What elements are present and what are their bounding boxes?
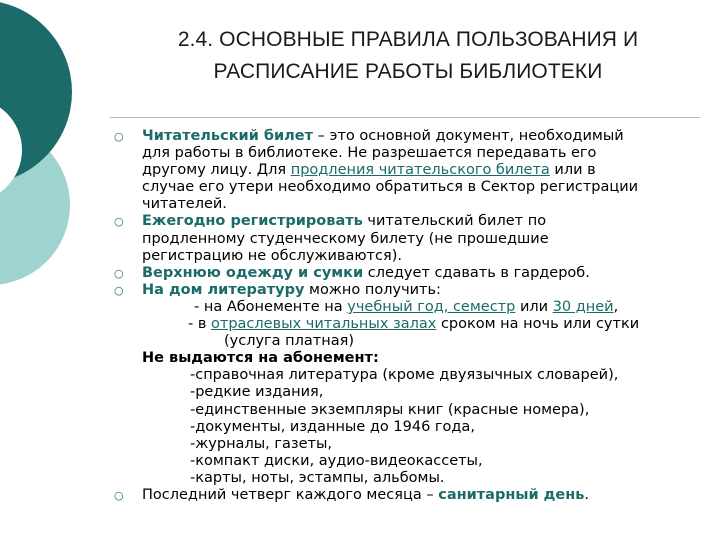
circle-bullet-icon: ○ — [114, 130, 124, 143]
term-register: Ежегодно регистрировать — [142, 213, 363, 230]
decorative-shapes — [0, 0, 80, 300]
list-item-register — [114, 213, 704, 264]
list-line: -карты, ноты, эстампы, альбомы. — [190, 469, 445, 486]
list-line: -документы, изданные до 1946 года, — [190, 418, 475, 435]
divider — [110, 117, 700, 118]
text: другому лицу. Для — [142, 162, 291, 179]
link-renew-ticket[interactable]: продления читательского билета — [290, 162, 550, 179]
term-home: На дом литературу — [142, 281, 305, 298]
circle-bullet-icon: ○ — [114, 215, 124, 229]
text: продленному студенческому билету (не прошедшие — [142, 230, 549, 247]
text: (услуга платная) — [224, 333, 354, 350]
rules-list — [114, 128, 704, 504]
text: можно получить: — [304, 281, 441, 298]
list-line: -редкие издания, — [190, 384, 324, 401]
list-item-ticket — [114, 128, 704, 213]
link-reading-rooms[interactable]: отраслевых читальных залах — [211, 316, 437, 333]
text: , — [613, 298, 619, 315]
text: случае его утери необходимо обратиться в Сектор регистрации — [142, 179, 639, 196]
text: Последний четверг каждого месяца – — [142, 486, 439, 503]
list-line: -единственные экземпляры книг (красные номера), — [190, 401, 590, 418]
term-sanitary-day: санитарный день — [438, 486, 585, 503]
text: - в — [188, 316, 211, 333]
not-issued-heading: Не выдаются на абонемент: — [142, 350, 379, 367]
circle-bullet-icon: ○ — [114, 266, 124, 280]
text: или — [515, 298, 553, 315]
circle-decoration — [0, 0, 80, 300]
text: - на Абонементе на — [194, 298, 348, 315]
text: сроком на ночь или сутки — [436, 316, 640, 333]
title-line-2: РАСПИСАНИЕ РАБОТЫ БИБЛИОТЕКИ — [213, 60, 603, 83]
title-line-1: 2.4. ОСНОВНЫЕ ПРАВИЛА ПОЛЬЗОВАНИЯ И — [177, 28, 639, 51]
circle-bullet-icon: ○ — [114, 283, 124, 297]
list-line: -компакт диски, аудио-видеокассеты, — [190, 452, 483, 469]
text: или в — [549, 162, 596, 179]
list-line: -журналы, газеты, — [190, 435, 333, 452]
list-item-sanitary — [114, 487, 704, 504]
list-item-home — [114, 282, 704, 487]
text: – это основной документ, необходимый — [313, 128, 624, 144]
circle-bullet-icon: ○ — [114, 488, 124, 502]
not-issued-list — [142, 367, 704, 487]
list-item-coat — [114, 265, 704, 282]
text: . — [584, 486, 590, 503]
term-coat: Верхнюю одежду и сумки — [142, 264, 364, 281]
text: следует сдавать в гардероб. — [363, 264, 590, 281]
page-title — [108, 24, 708, 88]
text: регистрацию не обслуживаются). — [142, 247, 402, 264]
text: читательский билет по — [362, 213, 547, 230]
text: для работы в библиотеке. Не разрешается передавать его — [142, 145, 597, 162]
term-ticket: Читательский билет — [142, 128, 314, 144]
link-academic-year[interactable]: учебный год, семестр — [347, 298, 516, 315]
text: читателей. — [142, 196, 227, 213]
link-30-days[interactable]: 30 дней — [552, 298, 614, 315]
list-line: -справочная литература (кроме двуязычных словарей), — [190, 367, 619, 384]
